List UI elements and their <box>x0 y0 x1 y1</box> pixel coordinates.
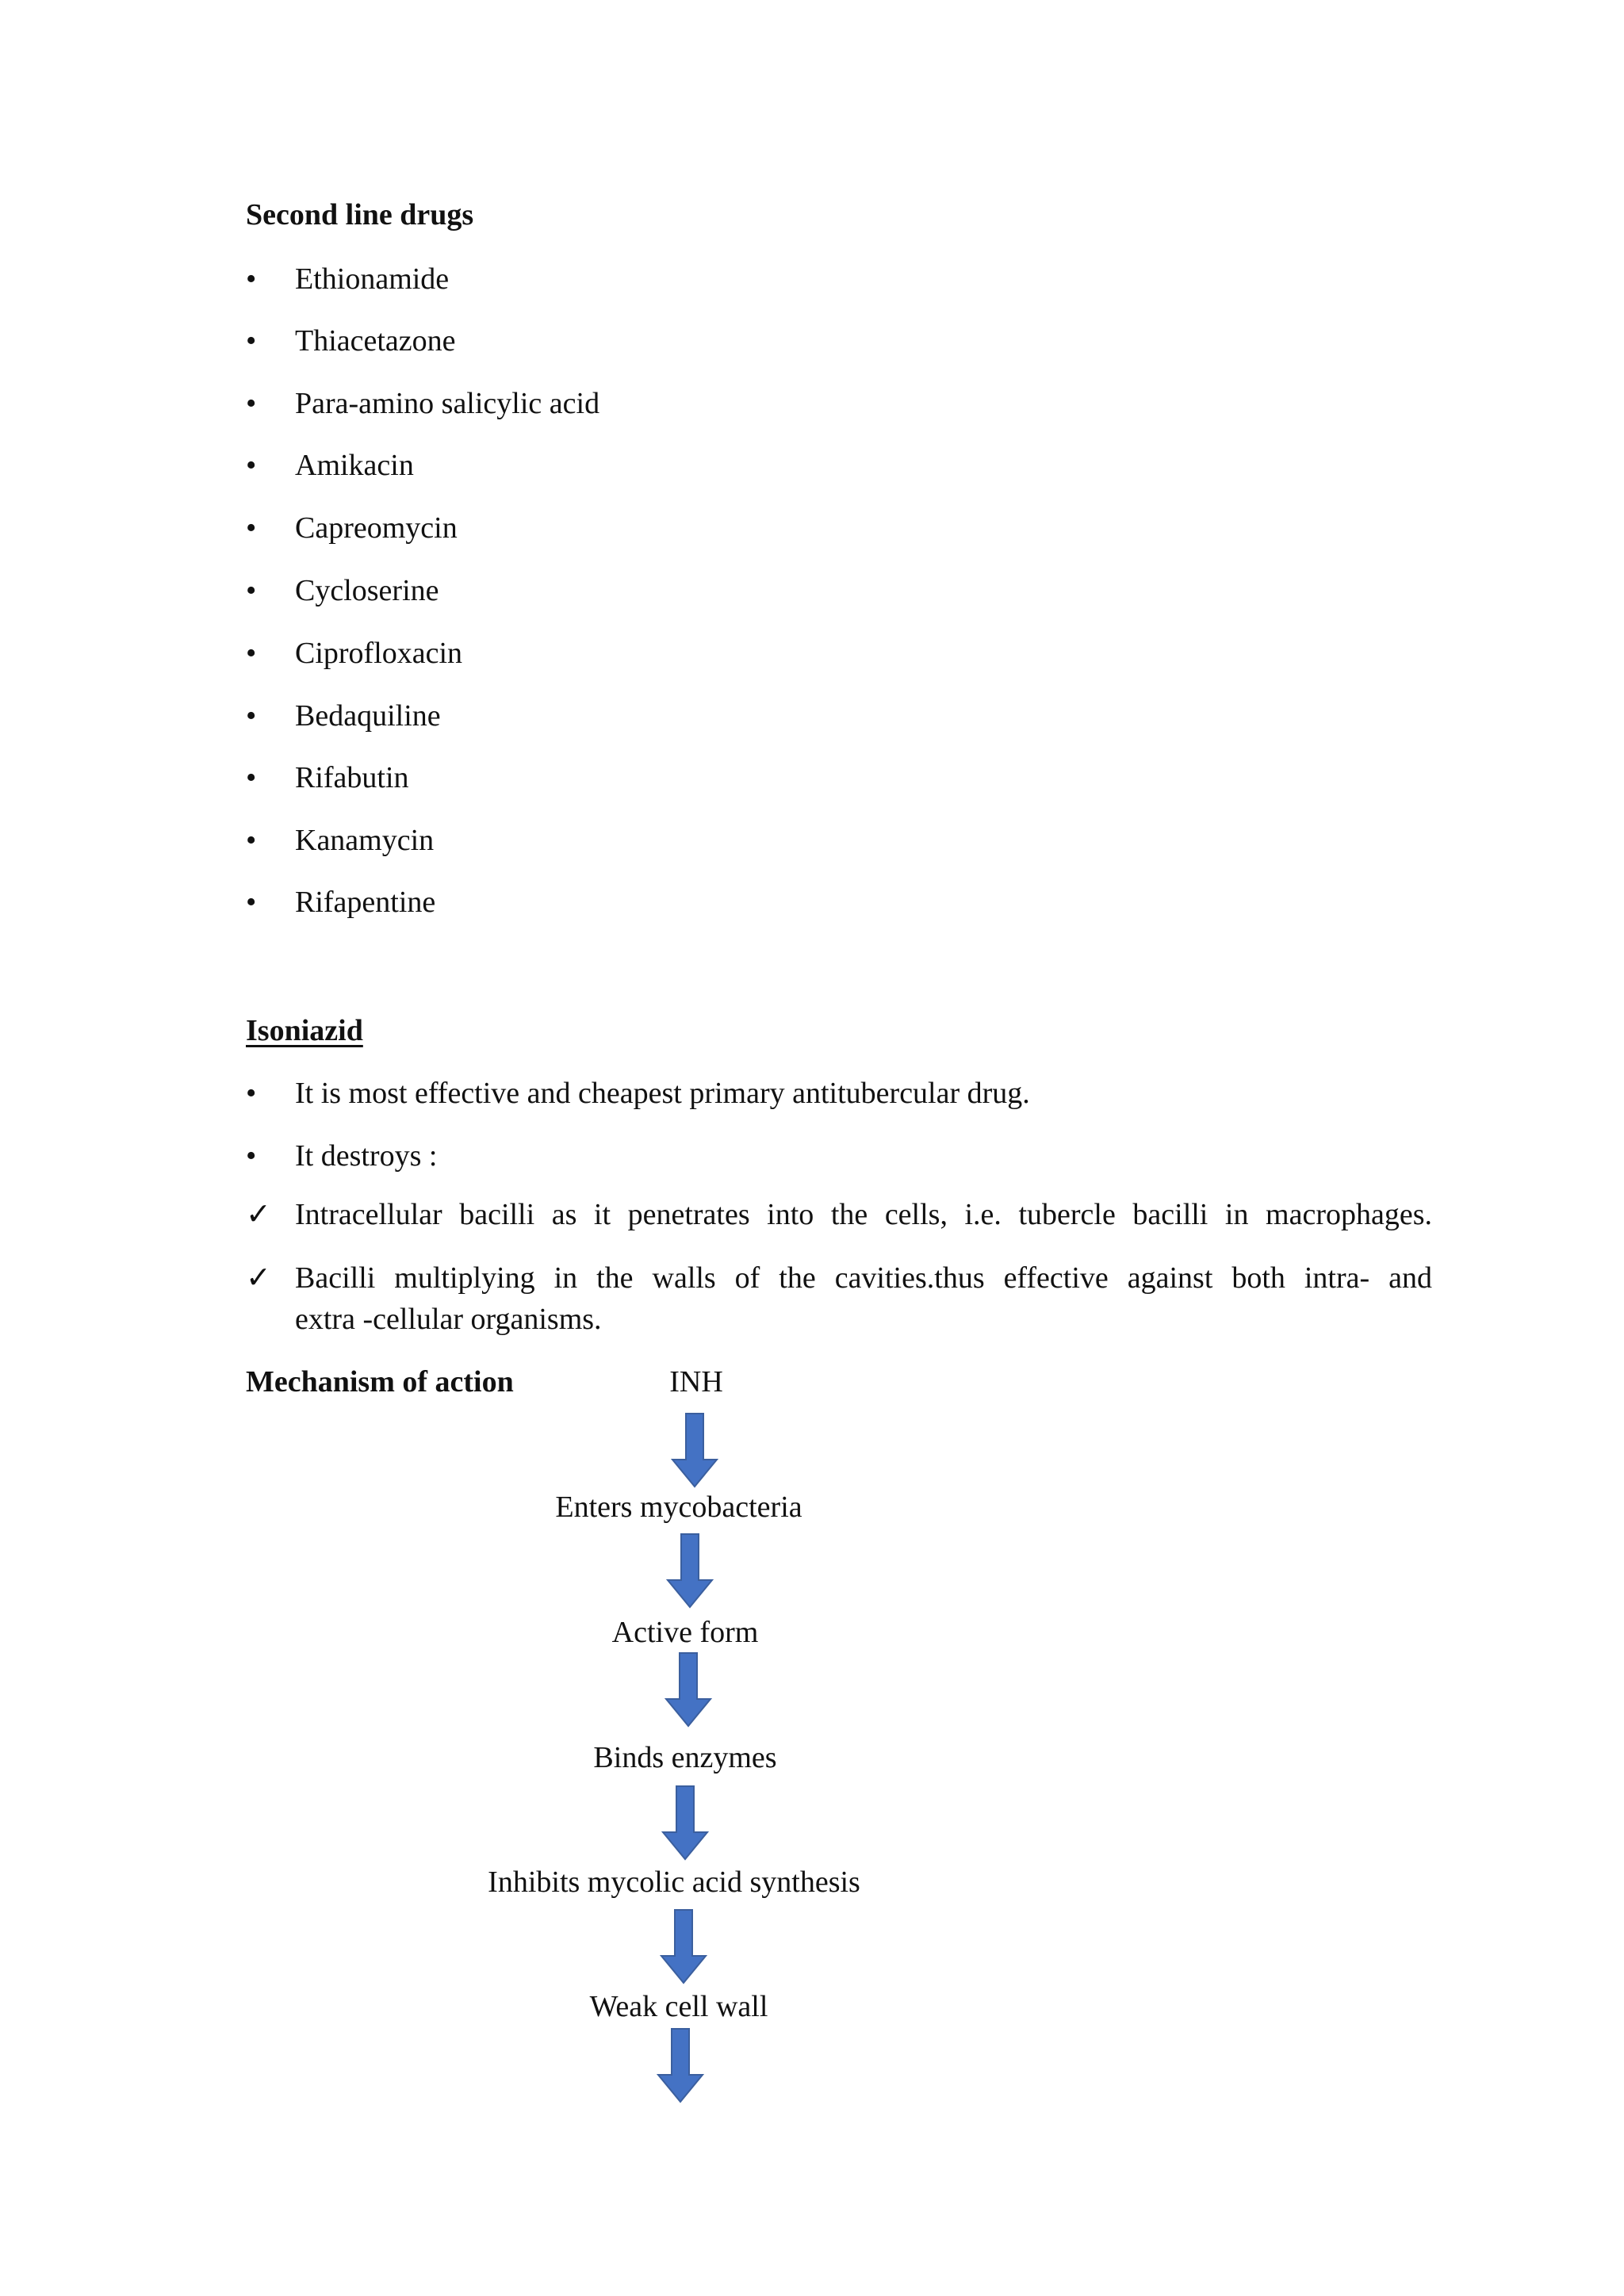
flow-step-enters-mycobacteria: Enters mycobacteria <box>555 1490 802 1524</box>
check-item <box>246 1257 1432 1340</box>
drug-name: Rifabutin <box>295 761 409 794</box>
bullet-icon: • <box>246 449 257 482</box>
drug-name: Rifapentine <box>295 886 436 919</box>
check-text-line-2: extra -cellular organisms. <box>295 1303 602 1336</box>
drug-name: Kanamycin <box>295 824 435 857</box>
drug-name: Ciprofloxacin <box>295 637 463 670</box>
drug-name: Amikacin <box>295 449 414 482</box>
checkmark-icon: ✓ <box>246 1198 271 1231</box>
drug-name: Capreomycin <box>295 511 458 545</box>
flow-step-binds-enzymes: Binds enzymes <box>593 1741 777 1774</box>
checkmark-icon: ✓ <box>246 1261 271 1295</box>
bullet-icon: • <box>246 637 257 670</box>
flow-step-active-form: Active form <box>611 1616 759 1649</box>
flow-step-inh: INH <box>669 1365 723 1399</box>
down-arrow-icon <box>671 1412 718 1488</box>
down-arrow-icon <box>665 1651 712 1728</box>
bullet-icon: • <box>246 1077 257 1110</box>
down-arrow-icon <box>661 1785 709 1861</box>
isoniazid-heading: Isoniazid <box>246 1014 363 1047</box>
bullet-icon: • <box>246 262 257 296</box>
bullet-text: It is most effective and cheapest primary antitubercular drug. <box>295 1077 1030 1110</box>
bullet-icon: • <box>246 761 257 794</box>
flow-step-weak-cell-wall: Weak cell wall <box>589 1990 768 2023</box>
second-line-heading: Second line drugs <box>246 198 474 232</box>
bullet-icon: • <box>246 886 257 919</box>
down-arrow-icon <box>660 1908 707 1984</box>
drug-name: Cycloserine <box>295 574 439 607</box>
bullet-icon: • <box>246 824 257 857</box>
drug-name: Thiacetazone <box>295 324 456 358</box>
bullet-icon: • <box>246 1139 257 1173</box>
drug-name: Para-amino salicylic acid <box>295 387 600 420</box>
check-text: Intracellular bacilli as it penetrates into the cells, i.e. tubercle bacilli in macrophages. <box>295 1198 1432 1231</box>
check-text-line-1: Bacilli multiplying in the walls of the cavities.thus effective against both intra- and <box>295 1261 1432 1295</box>
down-arrow-icon <box>666 1533 714 1609</box>
mechanism-heading: Mechanism of action <box>246 1365 514 1399</box>
bullet-icon: • <box>246 511 257 545</box>
bullet-icon: • <box>246 324 257 358</box>
down-arrow-icon <box>657 2027 704 2103</box>
drug-name: Bedaquiline <box>295 699 441 733</box>
check-item <box>246 1194 1432 1235</box>
bullet-icon: • <box>246 699 257 733</box>
bullet-text: It destroys : <box>295 1139 438 1173</box>
drug-name: Ethionamide <box>295 262 450 296</box>
bullet-icon: • <box>246 387 257 420</box>
flow-step-inhibits-mycolic-acid-synthesis: Inhibits mycolic acid synthesis <box>488 1866 860 1899</box>
bullet-icon: • <box>246 574 257 607</box>
